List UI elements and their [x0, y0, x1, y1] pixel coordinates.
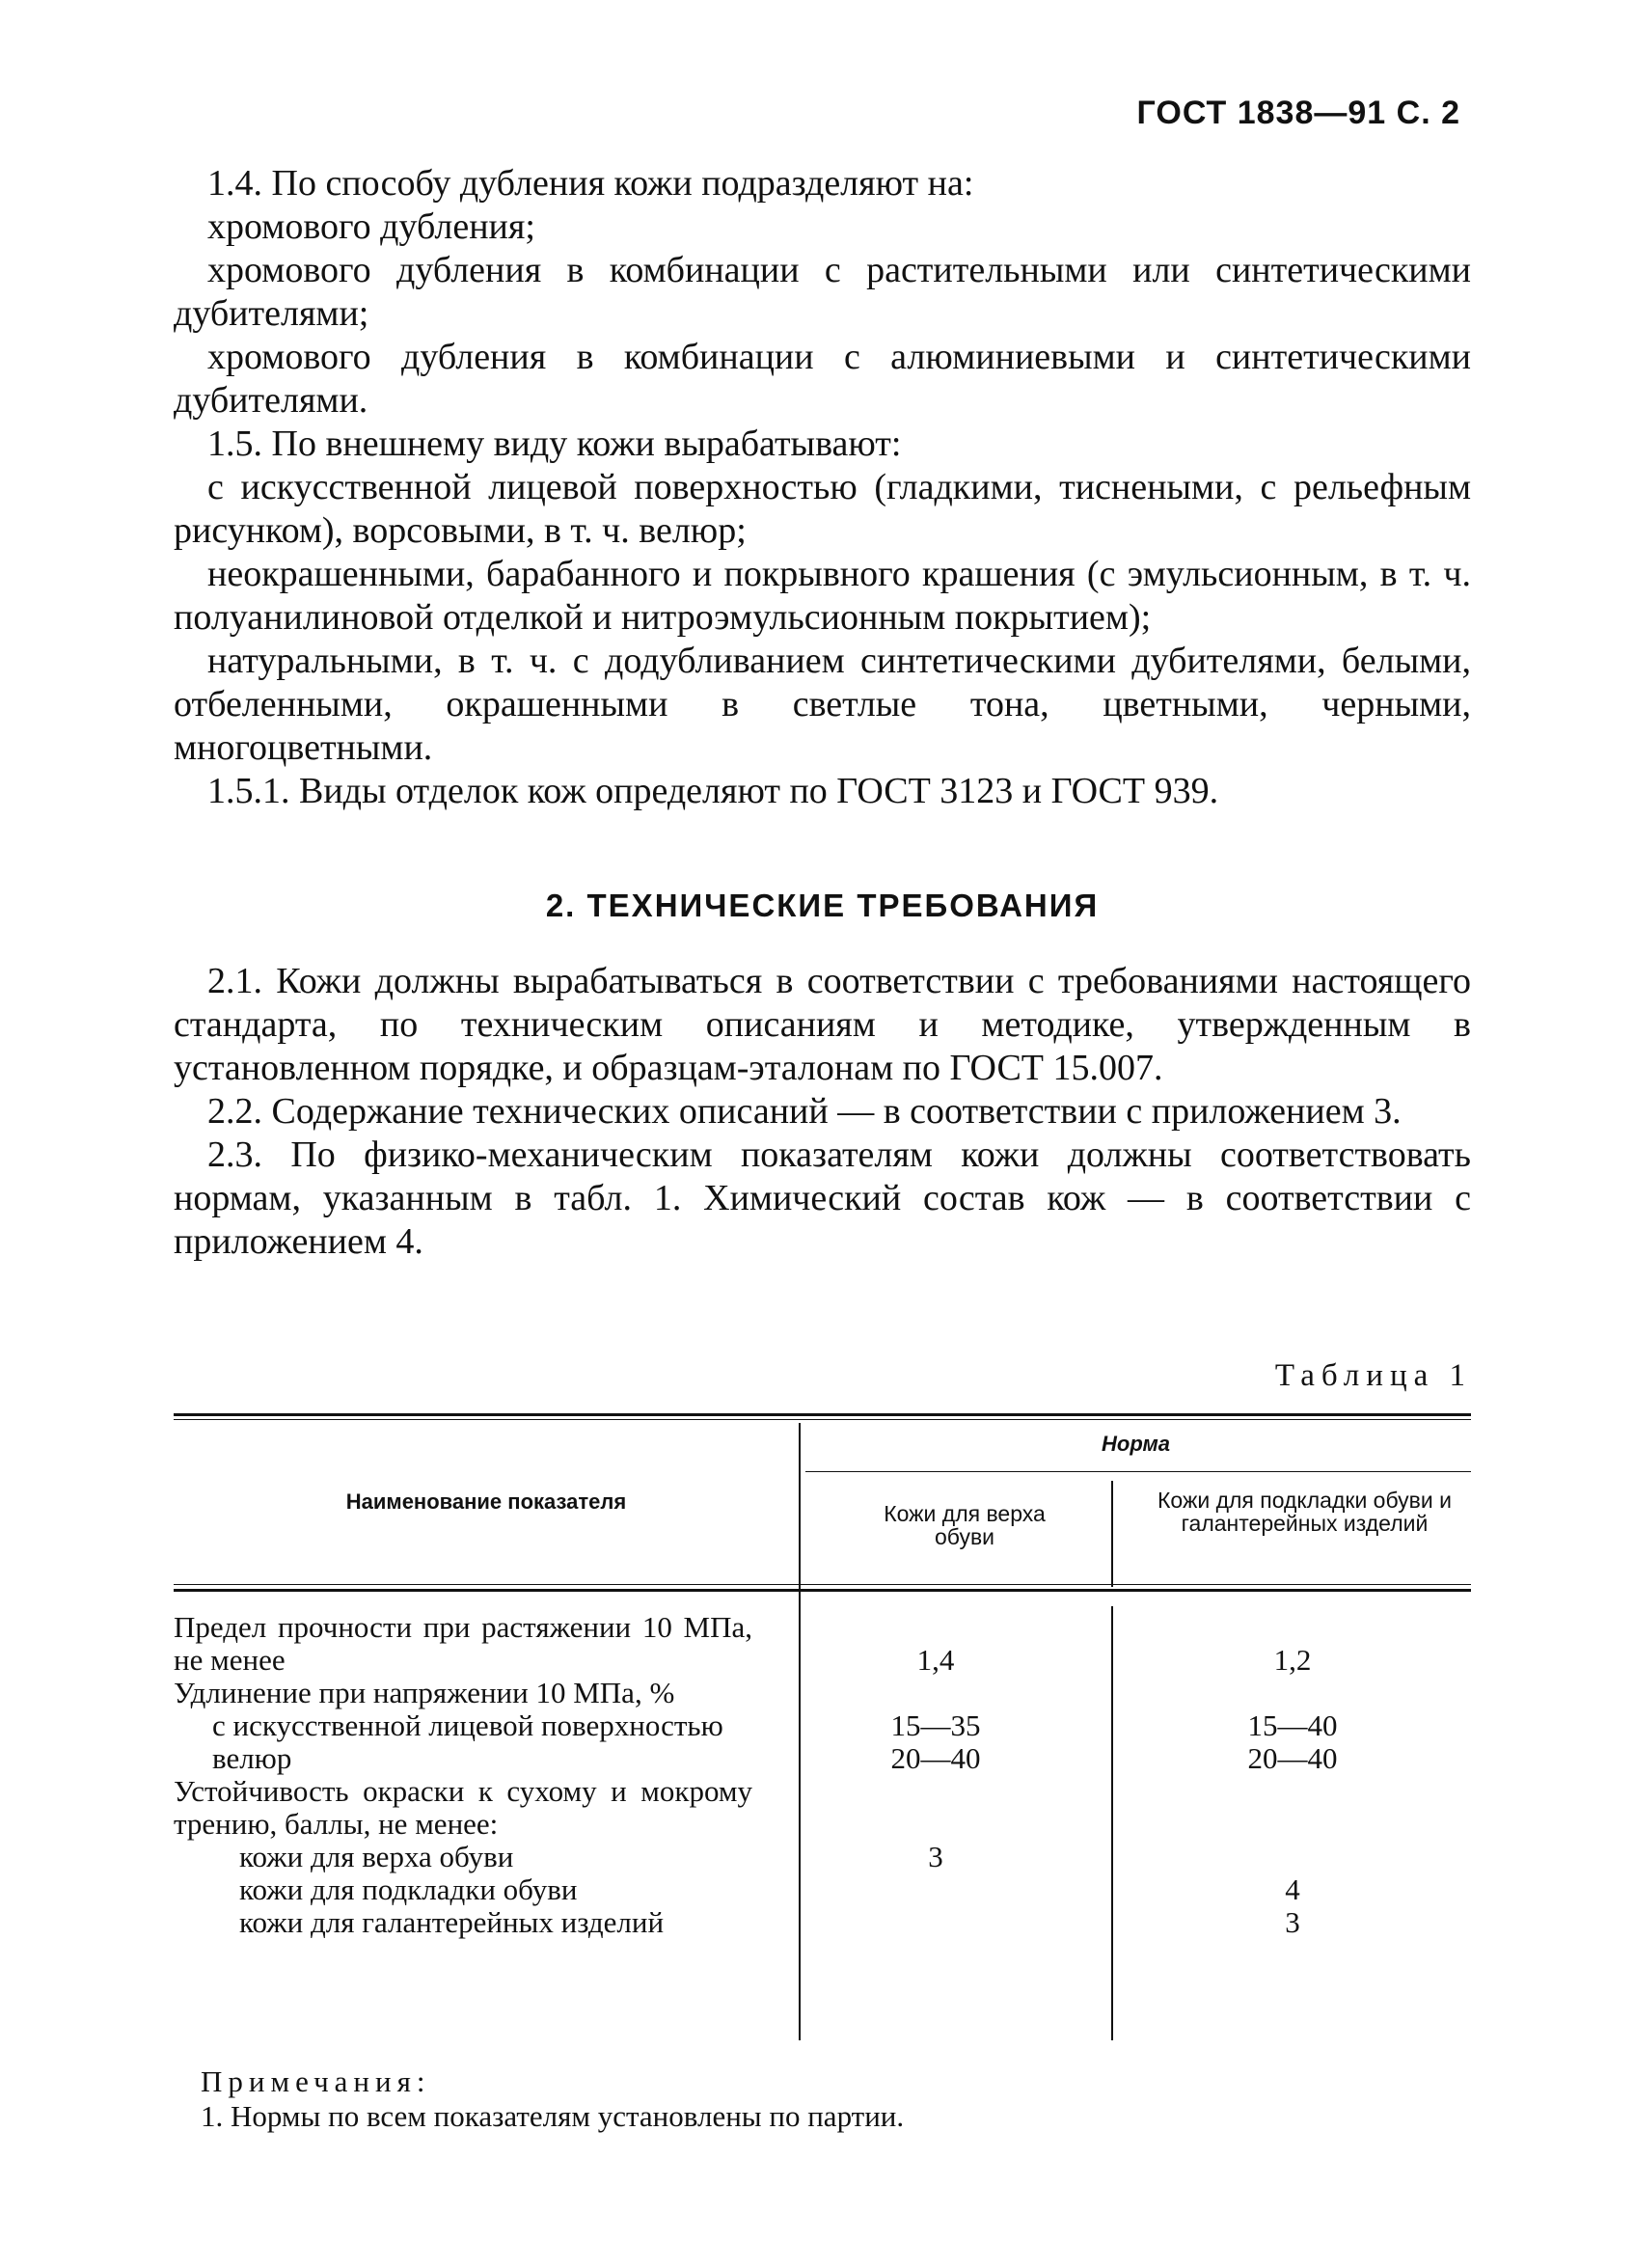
- value-lining: 1,2: [1273, 1643, 1312, 1677]
- section-2-text: [174, 960, 1471, 1264]
- table-row: [174, 1906, 1471, 1939]
- row-label: с искусственной лицевой поверхностью: [212, 1708, 723, 1742]
- section-1-text: [174, 162, 1471, 813]
- value-lining: 4: [1285, 1872, 1300, 1906]
- value-lining: 15—40: [1247, 1708, 1338, 1742]
- row-label: Удлинение при напряжении 10 МПа, %: [174, 1676, 675, 1709]
- notes-title: Примечания:: [201, 2064, 431, 2098]
- value-upper: 20—40: [890, 1741, 981, 1775]
- value-upper: 3: [928, 1840, 943, 1873]
- table-row: [174, 1677, 1471, 1709]
- table-notes: [201, 2064, 1455, 2134]
- table-row: [174, 1841, 1471, 1873]
- paragraph: неокрашенными, барабанного и покрывного крашения (с эмульсионным, в т. ч. полуанилиновой отделкой и нитроэмульсионным покрытием);: [174, 554, 1471, 638]
- header-bottom-rule: [174, 1584, 1471, 1585]
- paragraph: натуральными, в т. ч. с додубливанием синтетическими дубителями, белыми, отбеленными, окрашенными в светлые тона, цветными, черными, многоцветными.: [174, 641, 1471, 768]
- section-title: 2. ТЕХНИЧЕСКИЕ ТРЕБОВАНИЯ: [545, 888, 1100, 923]
- paragraph: 1.4. По способу дубления кожи подразделяют на:: [207, 163, 974, 204]
- column-header-name: Наименование показателя: [345, 1489, 627, 1514]
- table-row: [174, 1611, 1471, 1677]
- paragraph: 2.1. Кожи должны вырабатываться в соответствии с требованиями настоящего стандарта, по техническим описаниям и методике, утвержденным в установленном порядке, и образцам-эталонам по ГОСТ 15.007.: [174, 961, 1471, 1088]
- table-top-rule: [174, 1413, 1471, 1416]
- row-label: кожи для подкладки обуви: [239, 1872, 578, 1906]
- table-row: [174, 1775, 1471, 1841]
- paragraph: хромового дубления;: [207, 206, 535, 247]
- table-row: [174, 1742, 1471, 1775]
- paragraph: 1.5.1. Виды отделок кож определяют по ГОСТ 3123 и ГОСТ 939.: [207, 771, 1219, 811]
- norm-header-rule: [805, 1471, 1471, 1472]
- paragraph: хромового дубления в комбинации с алюминиевыми и синтетическими дубителями.: [174, 337, 1471, 421]
- table-row: [174, 1709, 1471, 1742]
- table-body: [174, 1611, 1471, 1939]
- paragraph: 2.2. Содержание технических описаний — в соответствии с приложением 3.: [207, 1091, 1402, 1132]
- value-lining: 3: [1285, 1905, 1300, 1939]
- table-row: [174, 1873, 1471, 1906]
- row-label: велюр: [212, 1741, 292, 1775]
- paragraph: 1.5. По внешнему виду кожи вырабатывают:: [207, 424, 902, 464]
- header-bottom-rule-thick: [174, 1589, 1471, 1592]
- table-label: Таблица 1: [1274, 1358, 1472, 1393]
- column-header-upper: Кожи для верха обуви: [884, 1501, 1046, 1549]
- paragraph: 2.3. По физико-механическим показателям кожи должны соответствовать нормам, указанным в табл. 1. Химический состав кож — в соответствии с приложением 4.: [174, 1134, 1471, 1262]
- row-label: кожи для галантерейных изделий: [239, 1905, 665, 1939]
- paragraph: хромового дубления в комбинации с растительными или синтетическими дубителями;: [174, 250, 1471, 334]
- table-top-rule-thin: [174, 1419, 1471, 1420]
- row-label: Предел прочности при растяжении 10 МПа, не менее: [174, 1610, 752, 1677]
- value-upper: 15—35: [890, 1708, 981, 1742]
- column-header-norm: Норма: [1102, 1432, 1170, 1456]
- page-header: ГОСТ 1838—91 С. 2: [1136, 95, 1460, 131]
- value-lining: 20—40: [1247, 1741, 1338, 1775]
- value-upper: 1,4: [916, 1643, 955, 1677]
- row-label: Устойчивость окраски к сухому и мокрому трению, баллы, не менее:: [174, 1774, 752, 1841]
- column-header-lining: Кожи для подкладки обуви и галантерейных изделий: [1157, 1488, 1452, 1536]
- norms-table: [174, 1413, 1471, 2050]
- table-subcol-separator: [1111, 1481, 1113, 1587]
- row-label: кожи для верха обуви: [239, 1840, 514, 1873]
- paragraph: с искусственной лицевой поверхностью (гладкими, тиснеными, с рельефным рисунком), ворсовыми, в т. ч. велюр;: [174, 467, 1471, 551]
- note-item: 1. Нормы по всем показателям установлены по партии.: [201, 2099, 905, 2133]
